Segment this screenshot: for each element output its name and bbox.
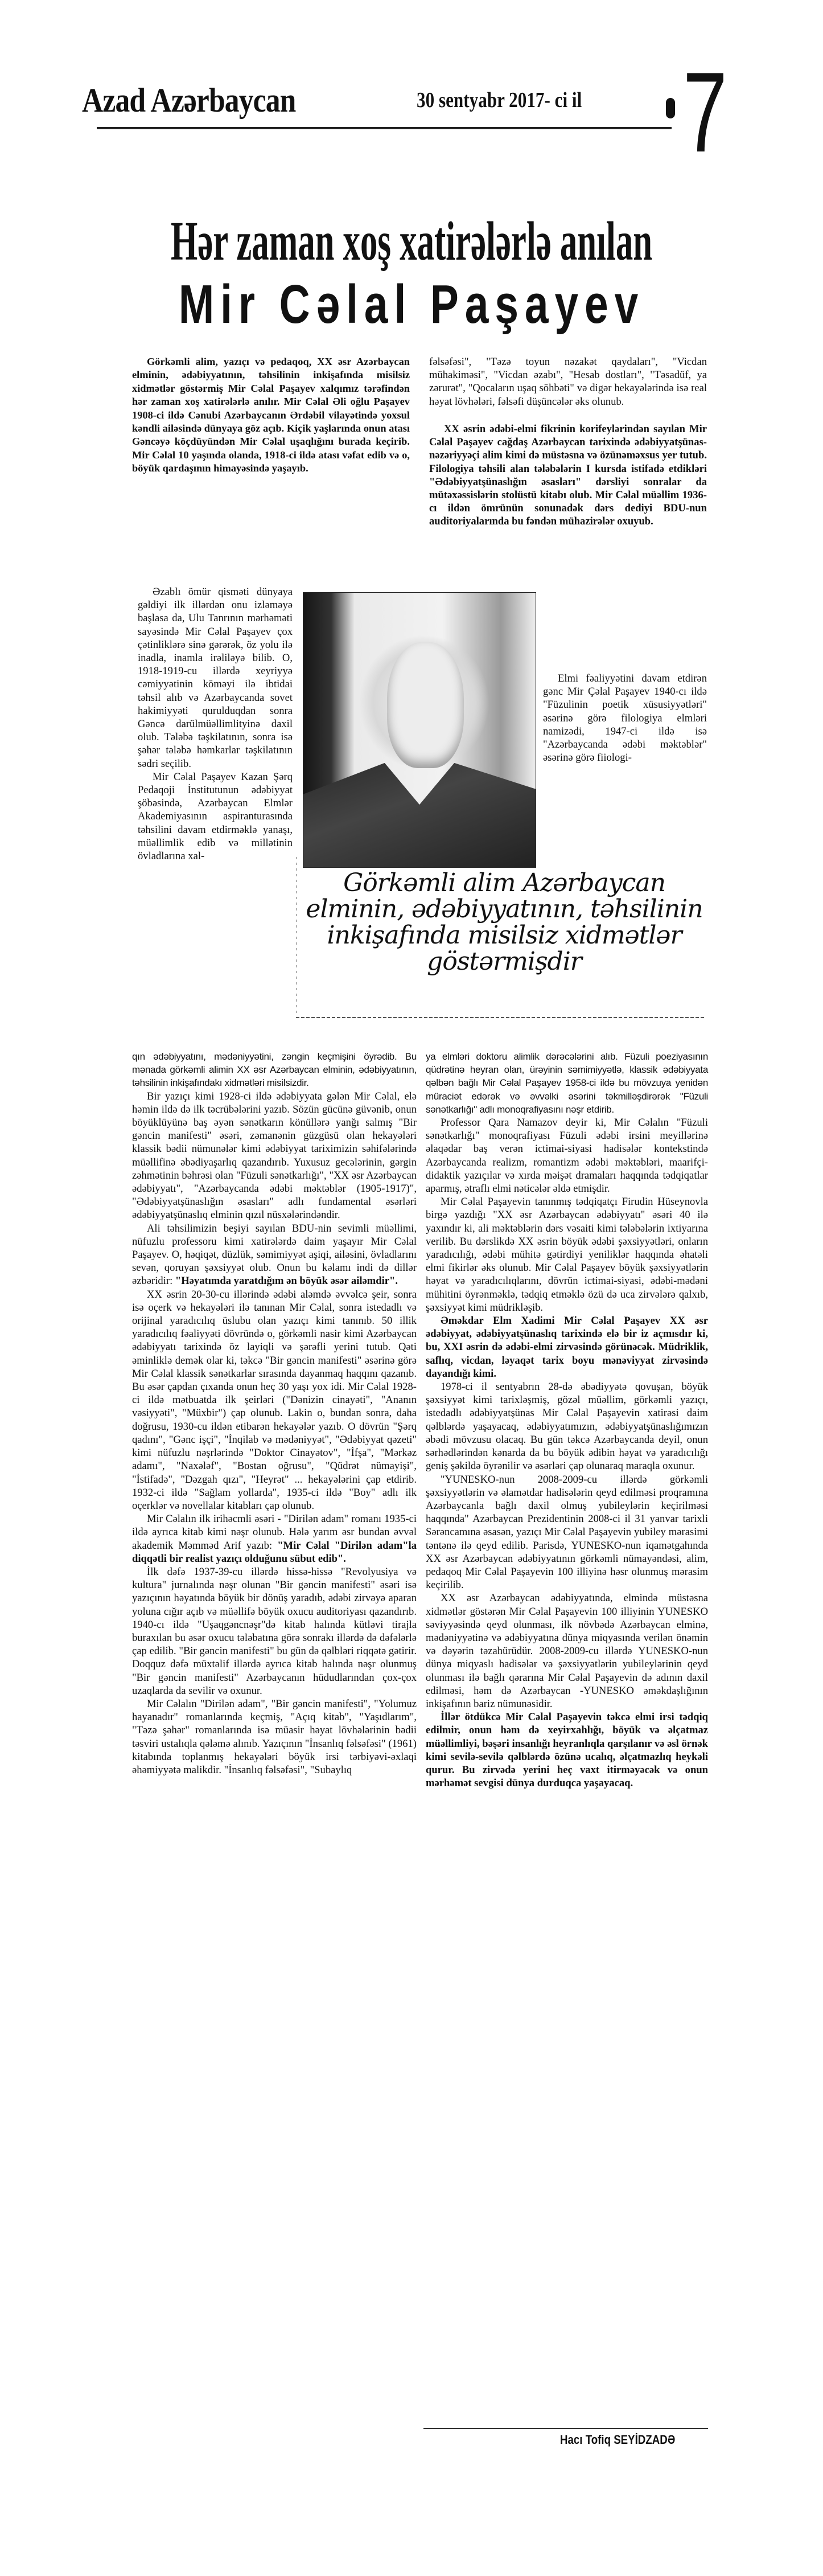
issue-date: 30 sentyabr 2017- ci il (417, 88, 582, 112)
paragraph: İlk dəfə 1937-39-cu illərdə hissə-hissə "Revolyusiya və kultura" jurnalında nəşr olunan "Bir gəncin manifesti" əsəri isə yazıçının həyatında böyük bir dönüş yaradıb, ədəbi zirvəyə aparan yoluna cığır açıb və müəllifə böyük oxucu auditoriyası qazandırıb. 1940-cı ildə "Uşaqgəncnəşr"də kitab halında kütləvi tirajla buraxılan bu əsər oxucu tələbatına görə sonrakı illərdə də dəfələrlə çap edilib. "Bir gəncin manifesti" bu gün də qəlbləri riqqətə gətirir. Doqquz dəfə müxtəlif illərdə ayrıca kitab halında nəşr olunmuş "Bir gəncin manifesti" Azərbaycanın hüdudlarından çox-çox uzaqlarda da sevilir və oxunur. (132, 1565, 417, 1697)
paragraph: Mir Cəlalın "Dirilən adam", "Bir gəncin manifesti", "Yolumuz hayanadır" romanlarında keçmiş, "Açıq kitab", "Yaşıdlarım", "Təzə şəhər" romanlarında isə müasir həyat lövhələrinin bədii təsviri ustalıqla qələmə alınıb. Yazıçının "İnsanlıq fəlsəfəsi" (1961) kitabında toplanmış hekayələri böyük irsi tərbiyəvi-əxlaqi əhəmiyyətə malikdir. "İnsanlıq fəlsəfəsi", "Subaylıq (132, 1697, 417, 1776)
portrait-jacket (303, 763, 536, 867)
page-bullet-icon (666, 98, 675, 118)
paragraph: Professor Qara Namazov deyir ki, Mir Cəlalın "Füzuli sənətkarlığı" monoqrafiyası Füzuli ədəbi irsini meyillərinə əlaqədar baş verən ictimai-siyasi hadisələr kontekstində Azərbaycanda realizm, romantizm ədəbi məktəbləri, maarifçi-didaktik yazıçılar və xırda məişət dramaları haqqında tədqiqatlar aparmış, ətraflı elmi nəticələr əldə etmişdir. (426, 1117, 708, 1195)
paragraph: ya elmləri doktoru alimlik dərəcələrini alıb. Füzuli poeziyasının qüdrətinə heyran olan, ürəyinin səmimiyyətlə, klassik ədəbiyyata qəlbən bağlı Mir Cəlal Paşayev 1958-ci ildə bu mövzuya yenidən müraciət edərək və əvvəlki əsərini təkmilləşdirərək "Füzuli sənətkarlığı" adlı monoqrafiyasını nəşr etdirib. (426, 1051, 708, 1115)
author-byline: Hacı Tofiq SEYİDZADƏ (560, 2433, 676, 2447)
paragraph-text: Ali təhsilimizin beşiyi sayılan BDU-nin sevimli müəllimi, nüfuzlu professoru kimi xatirələrdə daim yaşayır Mir Cəlal Paşayev. O, həqiqət, düzlük, səmimiyyət aşiqi, ailəsini, övladlarını sevən, qoruyan şəxsiyyət olub. Onun bu kəlamı indi də dillər əzbəridir: (132, 1222, 417, 1287)
paragraph (132, 1222, 417, 1288)
paragraph: qın ədəbiyyatını, mədəniyyətini, zəngin keçmişini öyrədib. Bu mənada görkəmli alimin XX əsr Azərbaycan elminin, ədəbiyyatının, təhsilinin inkişafındakı xidmətləri misilsizdir. (132, 1051, 417, 1089)
paragraph: Əzablı ömür qisməti dünyaya gəldiyi ilk illərdən onu izləməyə başlasa da, Ulu Tanrının mərhəməti sayəsində Mir Cəlal Paşayev çox çətinliklərə sinə gərərək, öz yolu ilə inadla, inamla irəliləyə bilib. O, 1918-1919-cu illərdə xeyriyyə cəmiyyətinin köməyi ilə ibtidai təhsil alıb və Azərbaycanda sovet hakimiyyəti qurulduqdan sonra Gəncə darülmüəllimlityinə daxil olub. Tələbə təşkilatının, sonra isə şəhər tələbə həmkarlar təşkilatının sədri seçilib. (138, 586, 293, 770)
column-1 (132, 1050, 417, 1777)
page-number: 7 (683, 49, 727, 176)
pull-quote-divider (296, 1017, 706, 1018)
masthead-divider (97, 127, 672, 129)
paragraph-text: Mir Cəlalın ilk irihəcmli əsəri - "Dirilən adam" romanı 1935-ci ildə ayrıca kitab kimi nəşr olunub. Hələ yarım əsr bundan əvvəl akademik Məmməd Arif yazıb: (132, 1513, 417, 1552)
article-headline (0, 211, 823, 335)
newspaper-name: Azad Azərbaycan (82, 81, 296, 119)
paragraph: fəlsəfəsi", "Təzə toyun nəzakət qaydaları", "Vicdan mühakiməsi", "Vicdan əzabı", "Hesab dostları", "Təsadüf, ya zərurət", "Qocaların uşaq söhbəti" və digər hekayələrində isə real həyat lövhələri, fəlsəfi düşüncələr əks olunub. (429, 356, 707, 408)
column-2-narrow (543, 672, 707, 764)
paragraph: Mir Cəlal Paşayevin tanınmış tədqiqatçı Firudin Hüseynovla birgə yazdığı "XX əsr Azərbaycan ədəbiyyatı" əsəri 40 ilə yaxındır ki, ali məktəblərin dərs vəsaiti kimi tələbələrin ixtiyarına verilib. Bu dərslikdə XX əsrin böyük ədəbi şəxsiyyətləri, onların yaradıcılığı, ədəbi mühitə gətirdiyi yeniliklər haqqında əhatəli elmi fikirlər əks olunub. Mir Cəlal Paşayev böyük şəxsiyyətlərin həyat və yaradıcılıqlarını, dövrün ictimai-siyasi, ədəbi-mədəni mühitini öyrənməklə, tədqiq etməklə özü də uca zirvələrə qalxıb, şəxsiyyət kimi müdrikləşib. (426, 1196, 708, 1314)
paragraph: XX əsrin 20-30-cu illərində ədəbi aləmdə əvvəlcə şeir, sonra isə oçerk və hekayələri ilə tanınan Mir Cəlal, sonra istedadlı və orijinal yaradıcılıq üslubu olan yazıçı kimi tanınıb. 50 illik yaradıcılıq fəaliyyəti dövründə o, görkəmli nasir kimi Azərbaycan ədəbiyyatı tarixində öz layiqli və şərəfli yerini tutub. Qəti əminliklə demək olar ki, təkcə "Bir gəncin manifesti" əsərinə görə Mir Cəlal klassik sənətkarlar sırasında dayanmaq haqqını qazanıb. Bu əsər çapdan çıxanda onun heç 30 yaşı yox idi. Mir Cəlal 1928-ci ildə mətbuatda ilk şeirləri ("Dənizin cinayəti", "Ananın vəsiyyəti", "Müxbir") çap olunub. Lakin o, bundan sonra, daha doğrusu, 1930-cu ildən etibarən hekayələr yazıb. O dövrün "Şərq qadını", "Gənc işçi", "İnqilab və mədəniyyət", "Ədəbiyyat qəzeti" kimi nüfuzlu nəşrlərində "Doktor Cinayətov", "İfşa", "Mərkəz adamı", "Naxələf", "Bostan oğrusu", "Qüdrət nümayişi", "İstifadə", "Dəzgah qızı", "Heyrət" ... hekayələrini çap etdirib. 1932-ci ildə "Sağlam yollarda", 1935-ci ildə "Boy" adlı ilk oçerklər və novellalar kitabları çap olunub. (132, 1288, 417, 1512)
article-lead (132, 355, 410, 475)
paragraph (132, 1512, 417, 1565)
portrait-face (387, 642, 464, 769)
lead-paragraph: Görkəmli alim, yazıçı və pedaqoq, XX əsr Azərbaycan elminin, ədəbiyyatının, təhsilinin inkişafında misilsiz xidmətlər göstərmiş Mir Cəlal Paşayev xalqımız tərəfindən hər zaman xoş xatirələrlə anılır. Mir Cəlal Əli oğlu Paşayev 1908-ci ildə Cənubi Azərbaycanın Ərdəbil vilayətində yoxsul kəndli ailəsində dünyaya göz açıb. Kiçik yaşlarında onun atası Gəncəyə köçdüyündən Mir Cəlal uşaqlığını burada keçirib. Mir Cəlal 10 yaşında olanda, 1918-ci ildə atası vəfat edib və o, böyük qardaşının himayəsində yaşayıb. (132, 356, 410, 474)
headline-line-2: Mir Cəlal Paşayev (178, 274, 645, 335)
paragraph: Əməkdar Elm Xadimi Mir Cəlal Paşayev XX əsr ədəbiyyat, ədəbiyyatşünaslıq tarixində elə bir iz açmısdır ki, bu, XXI əsrin də ədəbi-elmi zirvəsində görünəcək. Müdriklik, saflıq, vicdan, ləyaqət tarix boyu mənəviyyat zirvəsində dayandığı kimi. (426, 1315, 708, 1380)
paragraph: Elmi fəaliyyətini davam etdirən gənc Mir Çəlal Paşayev 1940-cı ildə "Füzulinin poetik xüsusiyyətləri" əsərinə görə filologiya elmləri namizədi, 1947-ci ildə isə "Azərbaycanda ədəbi məktəblər" əsərinə görə fiiologi- (543, 672, 707, 764)
column-2-upper (429, 355, 707, 408)
masthead (80, 49, 740, 176)
paragraph: "YUNESKO-nun 2008-2009-cu illərdə görkəmli şəxsiyyətlərin və əlamətdar hadisələrin qeyd edilməsi proqramına Azərbaycanla bağlı daxil olmuş yubileylərin keçirilməsi haqqında" Azərbaycan Prezidentinin 2008-ci il 31 yanvar tarixli Sərəncamına əsasən, yazıçı Mir Cəlal Paşayevin yubiley mərasimi təntənə ilə qeyd edilib. Parisdə, YUNESKO-nun iqamətgahında XX əsr Azərbaycan ədəbiyyatının görkəmli nümayəndəsi, alim, pedaqoq Mir Cəlal Paşayevin 100 illiyinə həsr olunmuş mərasim keçirilib. (426, 1473, 708, 1591)
paragraph: Bir yazıçı kimi 1928-ci ildə ədəbiyyata gələn Mir Cəlal, elə həmin ildə də ilk təcrübələrini yazıb. Sözün gücünə güvənib, onun böyüklüyünə baş əyən sənətkarın könüllərə yanğı salmış "Bir gəncin manifesti" əsəri, zəmanənin güzgüsü olan hekayələri klassik bədii nümunələr kimi ədəbiyyat tariximizin səhifələrində müəllifinə əbədiyaşarlıq qazandırıb. Yuxusuz gecələrinin, gərgin zəhmətinin bəhrəsi olan "Füzuli sənətkarlığı", "XX əsr Azərbaycan ədəbiyyatı", "Azərbaycanda ədəbi məktəblər (1905-1917)", "Ədəbiyyatşünaslığın əsasları" adlı fundamental əsərləri ədəbiyyatşünaslıq elminin qızıl nüsxələrindəndir. (132, 1090, 417, 1221)
paragraph: XX əsrin ədəbi-elmi fikrinin korifeylərindən sayılan Mir Cəlal Paşayev cağdaş Azərbaycan tarixində ədəbiyyatşünas-nəzəriyyəçi alim kimi də müstəsna və özünəməxsus yer tutub. Filologiya təhsili alan tələbələrin I kursda istifadə etdikləri "Ədəbiyyatşünaslığın əsasları" dərsliyi sonralar da mütəxəssislərin stolüstü kitabı olub. Mir Cəlal müəllim 1936-cı ildən ömrünün sonunadək dərs dediyi BDU-nun auditoriyalarında bu fəndən mühazirələr oxuyub. (429, 423, 707, 528)
arif-quote: "Mir Cəlal "Dirilən adam"la diqqətli bir realist yazıçı olduğunu sübut edib". (132, 1539, 417, 1565)
column-2 (426, 1050, 708, 1790)
paragraph: Mir Cəlal Paşayev Kazan Şərq Pedaqoji İnstitutunun ədəbiyyat şöbəsində, Azərbaycan Elmlər Akademiyasının aspiranturasında təhsilini davam etdirməklə yanaşı, müəllimlik edib və millətinin övladlarına xal- (138, 770, 293, 863)
closing-paragraph: İllər ötdükcə Mir Cəlal Paşayevin təkcə elmi irsi tədqiq edilmir, onun həm də xeyirxahlığı, böyük və əlçatmaz müəllimliyi, bəşəri insanlığı heyranlıqla qarşılanır və əsl örnək kimi sevilə-sevilə qəlblərdə özünə ucalıq, əlçatmazlıq heykəli qurur. Bu zirvədə yerini heç vaxt itirməyəcək və onun mərhəmət sevgisi dünya durduqca yaşayacaq. (426, 1711, 708, 1790)
portrait-photo (303, 592, 536, 868)
paragraph: 1978-ci il sentyabrın 28-də əbədiyyətə qovuşan, böyük şəxsiyyət kimi tarixləşmiş, gözəl müəllim, görkəmli yazıçı, istedadlı ədəbiyyatşünas Mir Cəlal Paşayevin xatirəsi daim qəlblərdə yaşayacaq, ədəbiyyatımızın, ədəbiyyatşünaslığımızın əbədi mövzusu olacaq. Bu gün təkcə Azərbaycanda deyil, onun sərhədlərindən kənarda da bu böyük ədibin həyat və yaradıcılığı geniş şəkildə öyrənilir və əsərləri çap olunaraq maraqla oxunur. (426, 1381, 708, 1472)
paragraph: XX əsr Azərbaycan ədəbiyyatında, elmində müstəsna xidmətlər göstərən Mir Cəlal Paşayevin 100 illiyinin YUNESKO səviyyəsində qeyd olunması, ilk növbədə Azərbaycan elminə, mədəniyyətinə və ədəbiyyatına dünya miqyasında verilən önəmin və dəyərin təzahürüdür. 2008-2009-cu illərdə YUNESKO-nun dünya miqyaslı hadisələr və şəxsiyyətlərin yubileylərinin qeyd olunması ilə bağlı qərarına Mir Cəlal Paşayevin də adının daxil edilməsi, həm də Azərbaycan -YUNESKO əməkdaşlığının inkişafının bariz nümunəsidir. (426, 1592, 708, 1710)
column-2-bold-block (429, 423, 707, 528)
pull-quote: Görkəmli alim Azərbaycan elminin, ədəbiyyatının, təhsilinin inkişafında misilsiz xidmətlər göstərmişdir (306, 868, 703, 976)
column-divider (296, 857, 297, 1016)
family-quote: "Həyatımda yaratdığım ən böyük əsər ailəmdir". (175, 1275, 398, 1287)
column-1-narrow (138, 585, 293, 863)
headline-line-1: Hər zaman xoş xatirələrlə anılan (171, 211, 652, 272)
byline-divider (423, 2428, 708, 2429)
